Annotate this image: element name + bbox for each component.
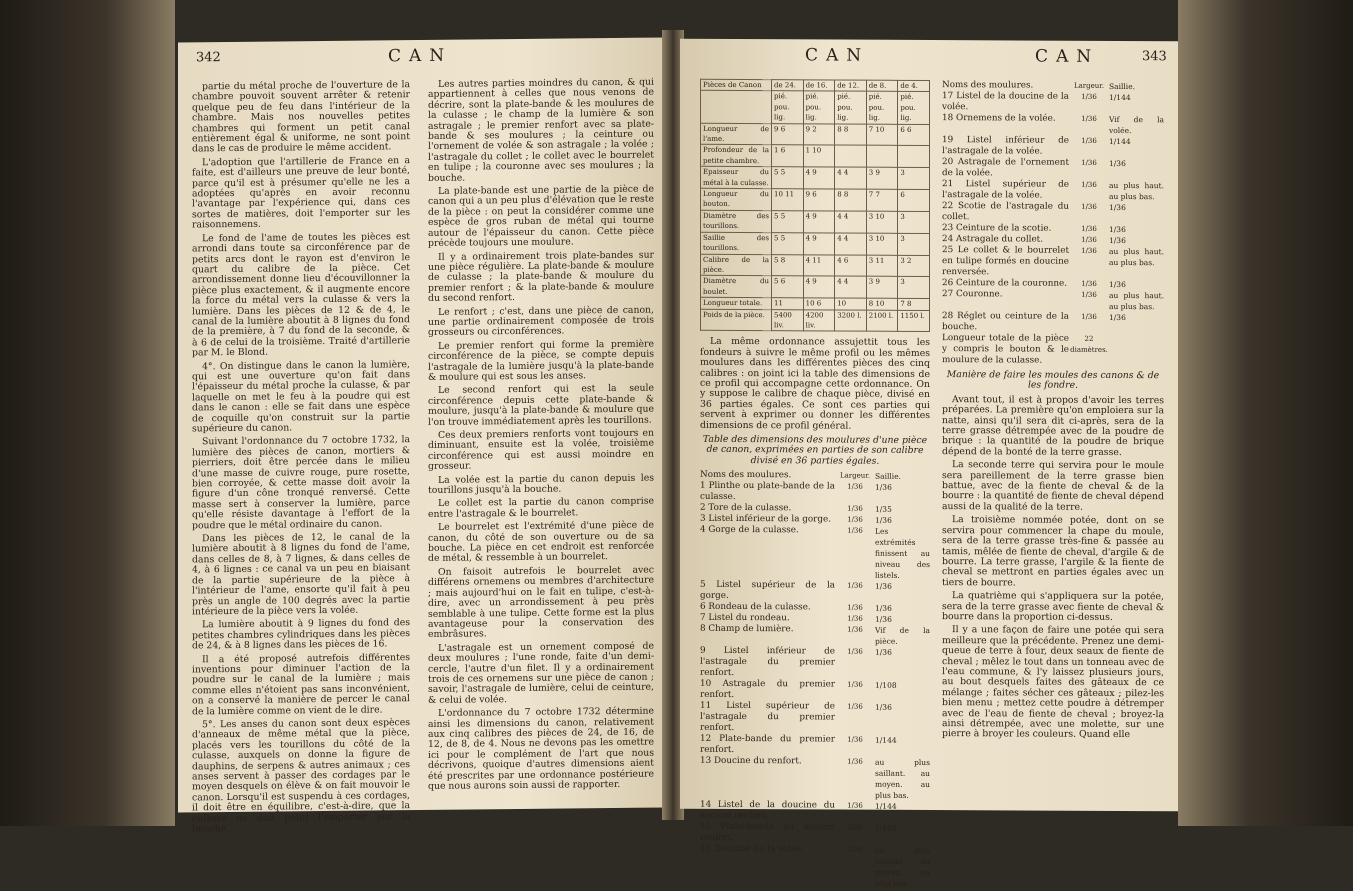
paragraph: L'astragale est un ornement composé de deux moulures ; l'une ronde, faite d'un demi-cercle, l'autre d'un filet. Il y a ordinairement trois de ces ornemens sur une pièce de canon ; savoir, l'astragale de lumière, celui de ceinture, & celui de volée. — [428, 640, 654, 706]
paragraph: La lumière aboutit à 9 lignes du fond des petites chambres cylindriques dans les pièces de 24, & à 8 lignes dans les pièces de 16. — [192, 617, 410, 652]
moulure-row — [942, 245, 1164, 279]
moulure-cell: 4 Gorge de la culasse. — [700, 525, 799, 536]
table-cell: de 16. — [803, 80, 835, 92]
left-column-2 — [428, 78, 654, 796]
table-cell: 8 8 — [835, 124, 867, 146]
moulure-cell: 1/36 — [847, 581, 863, 590]
moulure-cell: au plus haut. au plus bas. — [1109, 290, 1164, 312]
table-cell: 3 11 — [866, 255, 898, 277]
table-cell: 4 9 — [803, 211, 835, 233]
moulure-cell: 1/36 — [847, 735, 863, 744]
moulure-cell: 1/36 — [1109, 158, 1126, 169]
table-cell: 3 — [898, 233, 930, 255]
table-cell — [866, 146, 898, 168]
moulure-row — [700, 679, 930, 702]
moulures-header-cell: Noms des moulures. — [942, 80, 1034, 91]
table-cell: 3 9 — [866, 167, 898, 189]
moulure-row — [942, 135, 1164, 158]
moulure-cell: 14 Listel de la doucine du second renfort. — [700, 800, 835, 822]
moulure-cell: 2 Tore de la culasse. — [700, 503, 792, 514]
moulure-cell: 1/36 — [1109, 202, 1126, 213]
table-cell: pié. pou. lig. — [898, 92, 930, 124]
table-cell: 5 5 — [772, 211, 804, 233]
moulure-row — [942, 179, 1164, 202]
moulure-row — [700, 580, 930, 603]
moulure-cell: 1/36 — [875, 603, 892, 614]
paragraph: Il y a une façon de faire une potée qui sera meilleure que la précédente. Prenez une demi-queue de terre à four, deux seaux de fiente de cheval ; mêlez le tout dans un tonneau avec de l'eau commune, & l'y laissez plusieurs jours, au bout desquels faites des gâteaux de ce mélange ; faites sécher ces gâteaux ; pilez-les bien menu ; mettez cette poudre à détremper avec de l'eau de fiente de cheval ; broyez-la ainsi détrempée, avec une molette, sur une pierre à broyer les couleurs. Quand elle — [942, 624, 1164, 741]
table-cell: 11 — [772, 298, 804, 310]
moulure-cell: 1/36 — [847, 625, 863, 634]
moulures-header-cell: Saillie. — [875, 471, 902, 482]
moulure-cell: 1/36 — [847, 482, 863, 491]
moulure-cell: 22 Scotie de l'astragale du collet. — [942, 201, 1069, 223]
moulure-cell: 13 Doucine du renfort. — [700, 756, 802, 767]
moulure-row — [942, 289, 1164, 312]
moulure-cell: 1/108 — [875, 823, 897, 834]
moulure-row — [700, 800, 930, 823]
moulure-cell: 16 Doucine de la volée. — [700, 844, 805, 855]
table-cell: 4 4 — [835, 167, 867, 189]
moulure-cell — [1109, 334, 1164, 367]
paragraph: 5°. Les anses du canon sont deux espèces d'anneaux de même métal que la pièce, placés vers les tourillons du côté de la culasse, auxquels on donne la figure de dauphins, de serpens & autres animaux ; ces anses servent à passer des cordages par le moyen desquels on élève & on fait mouvoir le canon. Lorsqu'il est suspendu à ces cordages, il doit être en équilibre, c'est-à-dire, que la culasse ne doit point l'emporter sur la bouche. — [192, 717, 410, 835]
paragraph: Il a été proposé autrefois différentes inventions pour diminuer l'action de la poudre sur le canal de la lumière ; mais comme elles n'étoient pas sans inconvénient, on a conservé la manière de percer le canal de la lumière comme on vient de le dire. — [192, 651, 410, 717]
paragraph: Il y a ordinairement trois plate-bandes sur une pièce régulière. La plate-bande & moulure de culasse ; la plate-bande & moulure du premier renfort ; & la plate-bande & moulure du second renfort. — [428, 249, 654, 305]
moulure-cell: 1 Plinthe ou plate-bande de la culasse. — [700, 481, 835, 503]
moulure-cell: 1/36 — [847, 702, 863, 711]
table-cell: 7 7 — [866, 189, 898, 211]
moulure-cell: 1/36 — [1081, 290, 1097, 299]
table-cell: 4 6 — [835, 255, 867, 277]
moulure-cell: 1/36 — [1109, 235, 1126, 246]
section-heading: Manière de faire les moules des canons & de les fondre. — [946, 369, 1160, 392]
moulure-cell: 1/144 — [875, 801, 897, 812]
moulure-row — [942, 311, 1164, 334]
moulure-cell: 1/36 — [847, 680, 863, 689]
table-cell: de 24. — [772, 80, 804, 92]
running-head-right: CAN — [1035, 46, 1100, 67]
table-row — [701, 123, 930, 146]
moulure-cell: 6 Rondeau de la culasse. — [700, 602, 811, 613]
moulures-header-cell: Noms des moulures. — [700, 470, 792, 481]
table-cell: Epaisseur du métal à la culasse. — [701, 167, 772, 189]
table-cell: 4 4 — [835, 211, 867, 233]
paragraph: L'ordonnance du 7 octobre 1732 détermine ainsi les dimensions du canon, relativement aux cinq calibres des pièces de 24, de 16, de 12, de 8, de 4. Nous ne devons pas les omettre ici pour le complément de l'art que nous décrivons, quoique d'autres dimensions aient été prescrites par une ordonnance postérieure que nous aurons soin aussi de rapporter. — [428, 705, 654, 792]
moulure-cell: 1/36 — [1109, 279, 1126, 290]
paragraph: Le second renfort qui est la seule circonférence depuis cette plate-bande & moulure, jusqu'à la plate-bande & moulure que l'on trouve immédiatement après les tourillons. — [428, 382, 654, 428]
moulure-cell: 17 Listel de la doucine de la volée. — [942, 91, 1069, 113]
paragraph: Le premier renfort qui forme la première circonférence de la pièce, se compte depuis l'astragale de la lumière jusqu'à la plate-bande & moulure qui est sous les anses. — [428, 338, 654, 383]
table-cell: Pièces de Canon — [701, 79, 772, 91]
table-cell: Longueur de l'ame. — [701, 123, 772, 145]
table-cell: 5 5 — [772, 167, 804, 189]
table-cell: 1 10 — [803, 145, 835, 167]
paragraph: Les autres parties moindres du canon, & qui appartiennent à celles que nous venons de décrire, sont la plate-bande & les moulures de la culasse ; le champ de la lumière & son astragale ; le premier renfort avec sa plate-bande & ses moulures ; la ceinture ou l'ornement de volée & son astragale ; la volée ; l'astragale du collet ; le collet avec le bourrelet en tulipe ; la couronne avec ses moulures ; la bouche. — [428, 76, 654, 184]
moulure-cell: 23 Ceinture de la scotie. — [942, 223, 1052, 234]
paragraph: On faisoit autrefois le bourrelet avec différens ornemens ou membres d'architecture ; mais aujourd'hui on le fait en tulipe, c'est-à-dire, avec un arrondissement à peu près semblable à une tulipe. Cette forme est la plus avantageuse pour la conservation des embrâsures. — [428, 564, 654, 641]
moulure-cell: 1/36 — [1109, 312, 1126, 323]
moulure-cell: 1/36 — [847, 614, 863, 623]
paragraph: Avant tout, il est à propos d'avoir les terres préparées. La première qu'on emploiera sur la natte, ainsi qu'il sera dit ci-après, sera de la terre grasse détrempée avec de la poudre de brique : la quantité de la poudre de brique dépend de la bonté de la terre grasse. — [942, 393, 1164, 458]
moulure-cell: 1/36 — [1081, 224, 1097, 233]
table-cell: Poids de la pièce. — [701, 309, 772, 331]
moulure-cell: 5 Listel supérieur de la gorge. — [700, 580, 835, 602]
moulure-cell: 1/144 — [1109, 92, 1131, 103]
moulures-header-cell: Largeur. — [839, 471, 871, 480]
table-cell: 2100 l. — [866, 310, 898, 332]
moulure-row — [942, 113, 1164, 136]
moulure-row — [700, 525, 930, 581]
table-cell: Saillie des tourillons. — [701, 232, 772, 254]
running-head-left: CAN — [805, 45, 870, 66]
moulure-cell: 25 Le collet & le bourrelet en tulipe formés en doucine renversée. — [942, 245, 1069, 278]
table-cell: 9 2 — [803, 123, 835, 145]
paragraph: La même ordonnance assujettit tous les fondeurs à suivre le même profil ou les mêmes moulures dans les différentes pièces des cinq calibres : on joint ici la table des dimensions de ce profil qui accompagne cette ordonnance. On y suppose le calibre de chaque pièce, divisé en 36 parties égales. Ce sont ces parties qui servent à exprimer ou donner les différentes dimensions de ce profil général. — [700, 336, 930, 432]
left-column-1 — [192, 80, 410, 838]
table-header-row — [701, 79, 930, 92]
table-row — [701, 254, 930, 277]
moulure-cell: 27 Couronne. — [942, 289, 1003, 300]
right-column-2 — [942, 80, 1164, 744]
moulure-cell: 9 Listel inférieur de l'astragale du premier renfort. — [700, 646, 835, 679]
paragraph: Le fond de l'ame de toutes les pièces est arrondi dans toute sa circonférence par de petits arcs dont le rayon est d'environ le quart du calibre de la pièce. Cet arrondissement donne lieu d'écouvillonner la pièce plus exactement, & il augmente encore la force du métal vers la culasse & vers la lumière. Dans les pièces de 12 & de 4, le canal de la lumière aboutit à 8 lignes du fond de la première, à 7 du fond de la seconde, & à 6 de celui de la troisième. Traité d'artillerie par M. le Blond. — [192, 230, 410, 359]
paragraph: Ces deux premiers renforts vont toujours en diminuant, ensuite est la volée, troisième circonférence qui est aussi moindre en grosseur. — [428, 427, 654, 473]
table-cell: 1150 l. — [898, 310, 930, 332]
table-cell — [701, 91, 772, 124]
mould-text — [942, 395, 1164, 741]
table-cell: 3 2 — [898, 255, 930, 277]
paragraph: La troisième nommée potée, dont on se servira pour commencer la chape du moule, sera de la terre grasse très-fine & passée au tamis, mêlée de fiente de cheval, d'argile & de bourre. La terre grasse, l'argile & la fiente de cheval se mettront en parties égales avec un tiers de bourre. — [942, 514, 1164, 589]
table-cell: 3 10 — [866, 211, 898, 233]
table-cell: 9 6 — [772, 123, 804, 145]
table-cell: 3 — [898, 211, 930, 233]
table-cell: pié. pou. lig. — [835, 91, 867, 123]
left-page — [178, 37, 666, 835]
moulure-cell: au plus haut. au plus bas. — [1109, 180, 1164, 202]
table-subheader-row — [701, 91, 930, 124]
right-page-edges — [1178, 0, 1353, 826]
moulure-cell: 1/36 — [847, 647, 863, 656]
moulure-cell: Longueur totale de la pièce y compris le bouton & le moulure de la culasse. — [942, 333, 1069, 366]
table-cell: de 8. — [866, 80, 898, 92]
moulure-cell: 1/36 — [847, 757, 863, 766]
table-cell: de 4. — [898, 80, 930, 92]
table-cell: 3 10 — [866, 233, 898, 255]
moulure-cell: 1/36 — [875, 702, 892, 713]
table-cell: 5 5 — [772, 232, 804, 254]
table-row — [701, 167, 930, 190]
table-cell: pié. pou. lig. — [866, 92, 898, 124]
moulure-cell: 10 Astragale du premier renfort. — [700, 679, 835, 701]
table-cell: pié. pou. lig. — [772, 91, 804, 123]
moulure-cell: 1/35 — [875, 504, 892, 515]
moulure-cell: 1/36 — [875, 614, 892, 625]
paragraph: partie du métal proche de l'ouverture de la chambre pouvoit souvent arrêter & retenir quelque peu de feu dans l'intérieur de la chambre. Mais nos nouvelles petites chambres qui forment un petit canal entièrement égal & uniforme, ne sont point dans le cas de produire le même accident. — [192, 79, 410, 155]
moulure-cell: 21 Listel supérieur de l'astragale de la volée. — [942, 179, 1069, 201]
moulure-cell: 1/36 — [1109, 224, 1126, 235]
table-row — [701, 232, 930, 255]
table-cell: Longueur totale. — [701, 297, 772, 309]
table-cell: 4 9 — [803, 276, 835, 298]
moulure-cell: au plus haut. au plus bas. — [1109, 246, 1164, 268]
moulure-cell: Vif de la pièce. — [875, 625, 930, 647]
table-row — [701, 210, 930, 233]
moulure-cell: 28 Réglet ou ceinture de la bouche. — [942, 311, 1069, 333]
table-cell: 3 — [898, 168, 930, 190]
table-row — [701, 188, 930, 211]
table-cell: 4 4 — [835, 276, 867, 298]
moulure-cell: Vif de la volée. — [1109, 114, 1164, 136]
table-cell: 4 9 — [803, 233, 835, 255]
moulure-cell: 1/36 — [1081, 312, 1097, 321]
table-cell: 1 6 — [772, 145, 804, 167]
moulure-cell: 1/36 — [1081, 158, 1097, 167]
moulure-cell: 1/144 — [1109, 136, 1131, 147]
moulures-header-cell: Largeur. — [1073, 81, 1105, 90]
table-cell: 4 11 — [803, 254, 835, 276]
moulure-cell: 1/36 — [847, 823, 863, 832]
table-cell: 3200 l. — [835, 310, 867, 332]
moulure-cell: 1/36 — [847, 504, 863, 513]
paragraph: Le bourrelet est l'extrémité d'une pièce de canon, du côté de son ouverture ou de sa bouche. La pièce en cet endroit est renforcée de métal, & ressemble à un bourrelet. — [428, 519, 654, 565]
table-cell: 6 6 — [898, 124, 930, 146]
table-cell: 4 9 — [803, 167, 835, 189]
table-cell: Diamètre du boulet. — [701, 276, 772, 298]
moulure-row — [942, 333, 1164, 367]
moulure-cell: 1/36 — [1081, 180, 1097, 189]
paragraph: La quatrième qui s'appliquera sur la potée, sera de la terre grasse avec fiente de cheval & bourre dans la proportion ci-dessus. — [942, 590, 1164, 623]
moulure-cell: 1/36 — [1081, 114, 1097, 123]
page-number: 342 — [196, 50, 221, 66]
table-row — [701, 309, 930, 332]
running-head: CAN — [388, 45, 453, 67]
right-page — [680, 39, 1178, 889]
table-cell: 7 8 — [898, 298, 930, 310]
moulure-cell: 18 Ornemens de la volée. — [942, 113, 1056, 124]
moulure-cell: 1/144 — [875, 735, 897, 746]
table-cell: pié. pou. lig. — [803, 91, 835, 123]
moulure-cell: 11 Listel supérieur de l'astragale du premier renfort. — [700, 701, 835, 734]
moulure-cell: au plus saillant. au moyen. au plus bas. — [875, 757, 930, 801]
moulure-cell: 15 Plate-bande du second renfort. — [700, 822, 835, 844]
table-cell: Longueur du bouton. — [701, 188, 772, 210]
left-page-edges — [0, 0, 175, 826]
table-cell: 8 10 — [866, 298, 898, 310]
paragraph: Le collet est la partie du canon comprise entre l'astragale & le bourrelet. — [428, 496, 654, 520]
moulure-cell: 1/36 — [875, 647, 892, 658]
moulure-cell: 1/36 — [1081, 202, 1097, 211]
table-cell: 9 6 — [803, 189, 835, 211]
moulure-cell: 1/36 — [875, 581, 892, 592]
moulure-cell: 24 Astragale du collet. — [942, 234, 1044, 245]
paragraph: La seconde terre qui servira pour le moule sera pareillement de la terre grasse bien battue, avec de la fiente de cheval & de la bourre : la quantité de fiente de cheval dépend aussi de la qualité de la terre. — [942, 459, 1164, 513]
moulure-cell: 1/36 — [847, 801, 863, 810]
table-cell: 4200 liv. — [803, 309, 835, 331]
paragraph: 4°. On distingue dans le canon la lumière, qui est une ouverture qu'on fait dans l'épaisseur du métal proche la culasse, & par laquelle on met le feu à la poudre qui est dans le canon : elle se fait dans une espèce de coquille qu'on construit sur la partie supérieure du canon. — [192, 358, 410, 435]
table-cell: 10 — [835, 298, 867, 310]
moulure-cell: 1/36 — [1081, 92, 1097, 101]
table-cell: Calibre de la pièce. — [701, 254, 772, 276]
paragraph: L'adoption que l'artillerie de France en a faite, est d'ailleurs une preuve de leur bonté, parce qu'il est à présumer qu'elle ne les a adoptées qu'après en avoir reconnu l'avantage par l'expérience qui, dans ces sortes de matières, doit l'emporter sur les raisonnemens. — [192, 154, 410, 231]
table-cell: 3 9 — [866, 276, 898, 298]
moulure-cell: 1/36 — [875, 482, 892, 493]
moulure-cell: 1/36 — [847, 515, 863, 524]
paragraph: Dans les pièces de 12, le canal de la lumière aboutit à 8 lignes du fond de l'ame, dans celles de 8, à 7 lignes, & dans celles de 4, à 6 lignes : ce canal va un peu en biaisant de la partie supérieure de la pièce à l'intérieur de l'ame, ensorte qu'il fait à peu près un angle de 100 degrés avec la partie intérieure de la pièce vers la volée. — [192, 531, 410, 618]
moulure-cell: 26 Ceinture de la couronne. — [942, 278, 1068, 289]
moulures-list-a — [700, 470, 930, 889]
moulure-cell: au plus saillant. au moyen. au plus bas. — [875, 845, 930, 889]
table-cell: 10 11 — [772, 189, 804, 211]
moulure-cell: 1/36 — [875, 515, 892, 526]
moulure-row — [700, 481, 930, 504]
table-cell: de 12. — [835, 80, 867, 92]
paragraph: La volée est la partie du canon depuis les tourillons jusqu'à la bouche. — [428, 472, 654, 496]
moulure-row — [700, 701, 930, 735]
table-cell: Diamètre des tourillons. — [701, 210, 772, 232]
moulure-row — [700, 756, 930, 801]
dimensions-table — [700, 79, 930, 333]
moulure-cell: 1/36 — [1081, 279, 1097, 288]
table-cell: 5 8 — [772, 254, 804, 276]
table-cell: 4 4 — [835, 233, 867, 255]
paragraph: Suivant l'ordonnance du 7 octobre 1732, la lumière des pièces de canon, mortiers & pierriers, doit être percée dans le milieu d'une masse de cuivre rouge, pure rosette, bien corroyée, & cette masse doit avoir la figure d'un cône tronqué renversé. Cette masse sert à conserver la lumière, parce qu'elle résiste davantage à l'effort de la poudre que le métal ordinaire du canon. — [192, 434, 410, 532]
table-cell: 5400 liv. — [772, 309, 804, 331]
table-row — [701, 145, 930, 168]
moulure-row — [700, 646, 930, 680]
moulure-cell: 1/36 — [1081, 136, 1097, 145]
moulure-row — [942, 91, 1164, 114]
moulure-cell: 1/108 — [875, 680, 897, 691]
moulure-cell: 1/36 — [847, 845, 863, 854]
ordinance-text — [700, 337, 930, 432]
table-cell: 8 8 — [835, 189, 867, 211]
moulure-cell: 3 Listel inférieur de la gorge. — [700, 514, 831, 525]
moulure-row — [700, 734, 930, 757]
moulure-row — [700, 822, 930, 845]
table-cell: 5 6 — [772, 276, 804, 298]
table-cell — [898, 146, 930, 168]
moulure-cell: 12 Plate-bande du premier renfort. — [700, 734, 835, 756]
table-row — [701, 297, 930, 310]
moulures-table-title: Table des dimensions des moulures d'une pièce de canon, exprimées en parties de son calibre divisé en 36 parties égales. — [702, 433, 928, 467]
table-cell: Profondeur de la petite chambre. — [701, 145, 772, 167]
paragraph: Le renfort ; c'est, dans une pièce de canon, une partie ordinairement composée de trois grosseurs ou circonférences. — [428, 304, 654, 339]
moulure-row — [942, 201, 1164, 224]
moulure-cell: 22 diamètres. — [1070, 334, 1108, 354]
moulure-cell: 19 Listel inférieur de l'astragale de la volée. — [942, 135, 1069, 157]
moulure-row — [700, 844, 930, 889]
moulure-cell: 1/36 — [1081, 246, 1097, 255]
table-cell: 3 — [898, 277, 930, 299]
moulure-cell: 1/36 — [1081, 235, 1097, 244]
moulure-cell: 7 Listel du rondeau. — [700, 613, 790, 624]
right-column-1 — [700, 79, 930, 889]
paragraph: La plate-bande est une partie de la pièce de canon qui a un peu plus d'élévation que le reste de la pièce : on peut la considérer comme une espèce de gros ruban de métal qui tourne autour de l'épaisseur du canon. Cette pièce précède toujours une moulure. — [428, 183, 654, 250]
table-cell — [835, 145, 867, 167]
moulures-header-cell: Saillie. — [1109, 81, 1136, 92]
moulure-cell: Les extrémités finissent au niveau des listels. — [875, 526, 930, 581]
page-number: 343 — [1142, 49, 1167, 65]
table-cell: 7 10 — [866, 124, 898, 146]
table-cell: 6 — [898, 189, 930, 211]
moulure-cell: 8 Champ de lumière. — [700, 624, 794, 635]
moulure-row — [700, 624, 930, 647]
table-row — [701, 276, 930, 299]
moulures-list-b — [942, 80, 1164, 367]
table-cell: 10 6 — [803, 298, 835, 310]
moulure-cell: 1/36 — [847, 603, 863, 612]
moulure-cell: 20 Astragale de l'ornement de la volée. — [942, 157, 1069, 179]
moulure-cell: 1/36 — [847, 526, 863, 535]
moulure-row — [942, 157, 1164, 180]
